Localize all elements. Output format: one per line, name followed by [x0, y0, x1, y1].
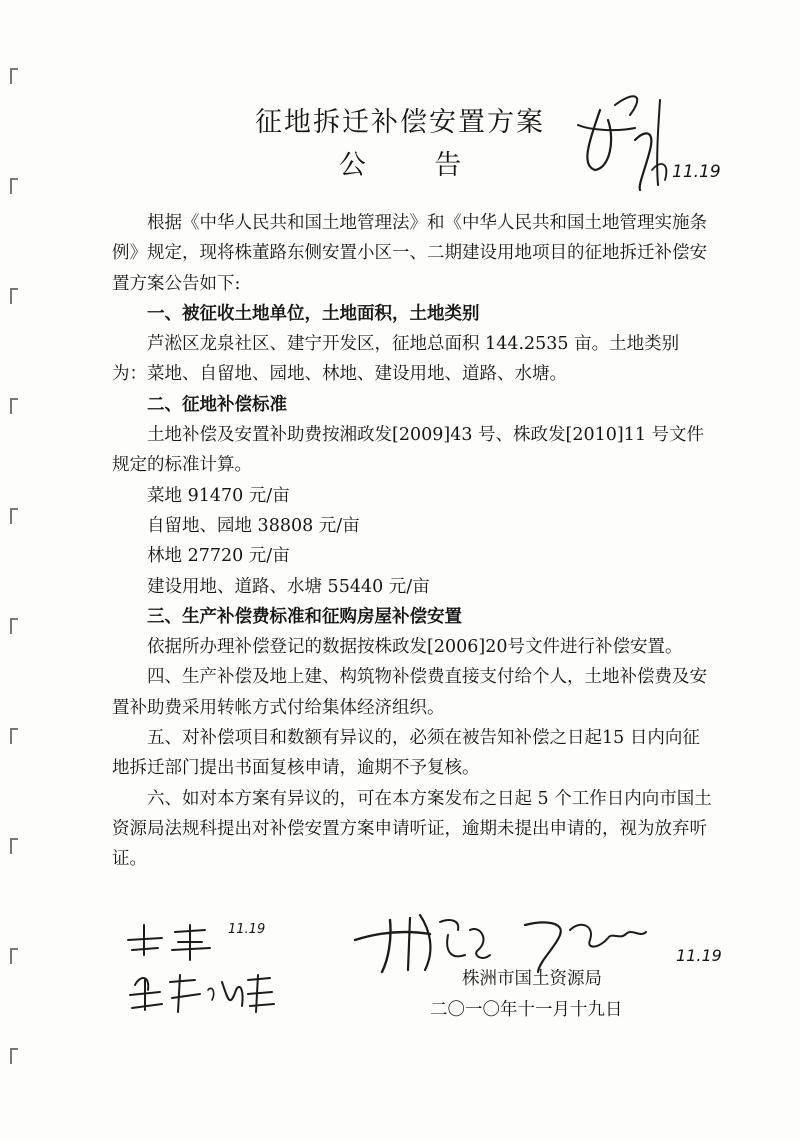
rate-line: 自留地、园地 38808 元/亩	[147, 515, 360, 536]
section-heading: 三、生产补偿费标准和征购房屋补偿安置	[147, 606, 462, 627]
section-heading: 二、征地补偿标准	[147, 394, 287, 415]
rate-line: 菜地 91470 元/亩	[147, 485, 290, 506]
handwritten-issuer-signature	[350, 900, 690, 980]
handwritten-date: 11.19	[676, 946, 722, 965]
paragraph: 土地补偿及安置补助费按湘政发[2009]43 号、株政发[2010]11 号文件规定的标准计算。	[112, 425, 705, 476]
binder-mark	[10, 618, 18, 634]
binder-mark	[10, 838, 18, 854]
notice-subtitle: 公 告	[338, 150, 492, 181]
binder-mark	[10, 1048, 18, 1064]
binder-mark	[10, 728, 18, 744]
handwritten-date: 11.19	[228, 922, 266, 937]
paragraph: 五、对补偿项目和数额有异议的，必须在被告知补偿之日起15 日内向征地拆迁部门提出书面复核申请，逾期不予复核。	[112, 728, 700, 779]
binder-mark	[10, 508, 18, 524]
issue-date: 二〇一〇年十一月十九日	[430, 1000, 623, 1020]
issuer-name: 株洲市国土资源局	[462, 969, 602, 989]
section-heading: 一、被征收土地单位，土地面积，土地类别	[147, 303, 480, 324]
paragraph: 依据所办理补偿登记的数据按株政发[2006]20号文件进行补偿安置。	[147, 637, 683, 658]
paragraph: 根据《中华人民共和国土地管理法》和《中华人民共和国土地管理实施条例》规定，现将株董路东侧安置小区一、二期建设用地项目的征地拆迁补偿安置方案公告如下:	[112, 213, 707, 294]
notice-body	[112, 208, 712, 875]
binder-mark	[10, 68, 18, 84]
paragraph: 芦淞区龙泉社区、建宁开发区，征地总面积 144.2535 亩。土地类别为：菜地、自留地、园地、林地、建设用地、道路、水塘。	[112, 334, 680, 385]
paragraph: 六、如对本方案有异议的，可在本方案发布之日起 5 个工作日内向市国土资源局法规科提出对补偿安置方案申请听证，逾期未提出申请的，视为放弃听证。	[112, 788, 712, 870]
handwritten-date: 11.19	[672, 162, 721, 182]
binder-mark	[10, 398, 18, 414]
binder-mark	[10, 288, 18, 304]
rate-line: 林地 27720 元/亩	[147, 546, 290, 567]
paragraph: 四、生产补偿及地上建、构筑物补偿费直接支付给个人，土地补偿费及安置补助费采用转帐方式付给集体经济组织。	[112, 667, 707, 718]
notice-title: 征地拆迁补偿安置方案	[255, 107, 545, 138]
binder-mark	[10, 948, 18, 964]
rate-line: 建设用地、道路、水塘 55440 元/亩	[147, 576, 430, 597]
